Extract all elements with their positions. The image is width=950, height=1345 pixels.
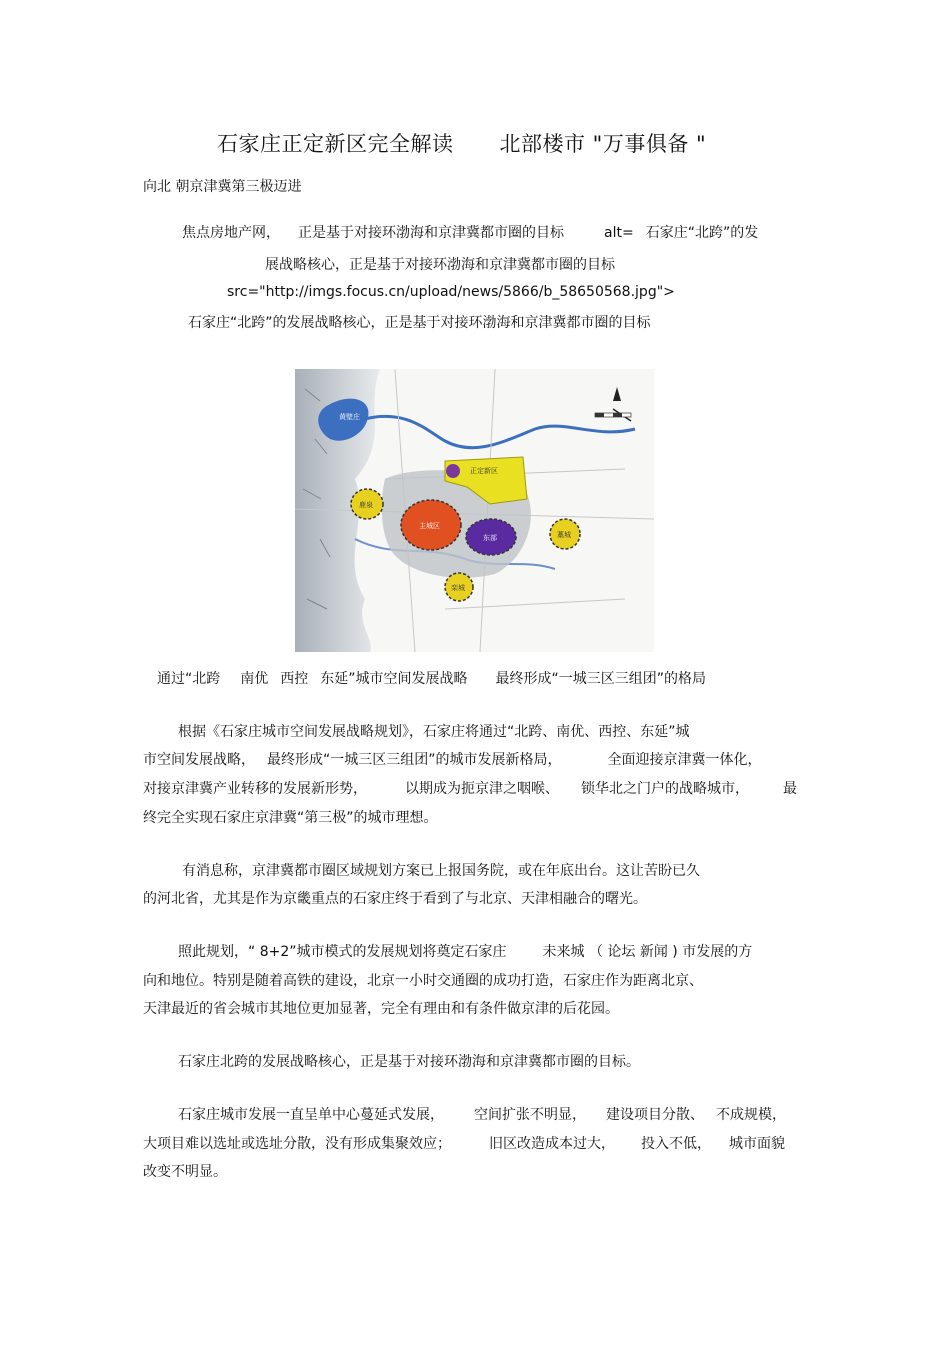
para3-line1 [178, 941, 752, 961]
subtitle: 向北 朝京津冀第三极迈进 [143, 179, 302, 195]
para1-line4: 终完全实现石家庄京津冀“第三极”的城市理想。 [143, 810, 438, 826]
para1-line3 [143, 778, 797, 798]
para-text: 以期成为扼京津之咽喉、 [405, 781, 559, 797]
city-plan-map [295, 369, 654, 652]
map-label-lake: 黄壁庄 [339, 413, 360, 421]
para5-line1 [178, 1104, 786, 1124]
para4-line1: 石家庄北跨的发展战略核心，正是基于对接环渤海和京津冀都市圈的目标。 [178, 1054, 640, 1070]
para5-line2 [143, 1133, 785, 1153]
para5-line3: 改变不明显。 [143, 1164, 227, 1180]
para1-line1: 根据《石家庄城市空间发展战略规划》，石家庄将通过“北跨、南优、西控、东延”城 [178, 724, 690, 740]
para3-line3: 天津最近的省会城市其地位更加显著，完全有理由和有条件做京津的后花园。 [143, 1001, 619, 1017]
caption-part: 通过“北跨 [157, 671, 221, 687]
intro-source: 焦点房地产网， [182, 225, 280, 241]
map-label-south: 栾城 [451, 584, 465, 592]
title-sub: 北部楼市 "万事俱备 " [499, 132, 707, 156]
intro-line-3: src="http://imgs.focus.cn/upload/news/5866/b_58650568.jpg"> [227, 284, 675, 300]
intro-alt: alt= [604, 225, 634, 241]
para2-line1: 有消息称，京津冀都市圈区域规划方案已上报国务院，或在年底出台。这让苦盼已久 [182, 863, 700, 879]
title-main: 石家庄正定新区完全解读 [217, 132, 454, 156]
para-text: 投入不低， [641, 1136, 711, 1152]
map-label-east-center: 东部 [483, 534, 497, 542]
intro-text: 正是基于对接环渤海和京津冀都市圈的目标 [298, 225, 564, 241]
para-text: 照此规划，“ 8+2”城市模式的发展规划将奠定石家庄 [178, 944, 507, 960]
map-label-west: 鹿泉 [359, 501, 373, 509]
para-text: 城市面貌 [729, 1136, 785, 1152]
caption-part: 南优 [240, 671, 269, 687]
caption-part: 最终形成“一城三区三组团”的格局 [495, 671, 707, 687]
para1-line2 [143, 749, 762, 769]
para3-line2: 向和地位。特别是随着高铁的建设，北京一小时交通圈的成功打造，石家庄作为距离北京、 [143, 973, 703, 989]
map-caption [157, 668, 706, 688]
map-label-east: 藁城 [557, 531, 571, 539]
para-text: 锁华北之门户的战略城市， [581, 781, 749, 797]
para-text: 建设项目分散、 [606, 1107, 704, 1123]
para-text: 大项目难以选址或选址分散，没有形成集聚效应； [143, 1136, 451, 1152]
para-text: 市空间发展战略， [143, 752, 255, 768]
intro-line-1 [182, 222, 758, 242]
para-text: 石家庄城市发展一直呈单中心蔓延式发展， [178, 1107, 444, 1123]
intro-alt-text: 石家庄“北跨”的发 [645, 225, 759, 241]
para-text: 对接京津冀产业转移的发展新形势， [143, 781, 367, 797]
para-text: 不成规模， [716, 1107, 786, 1123]
para-text: 最 [783, 781, 797, 797]
intro-line-4: 石家庄“北跨”的发展战略核心，正是基于对接环渤海和京津冀都市圈的目标 [188, 315, 651, 331]
map-label-zone: 正定新区 [470, 467, 498, 475]
caption-part: 西控 [280, 671, 309, 687]
para-text: 空间扩张不明显， [474, 1107, 586, 1123]
map-label-center: 主城区 [419, 522, 440, 530]
para-text: 未来城 （ 论坛 新闻 ) 市发展的方 [542, 944, 753, 960]
para-text: 旧区改造成本过大， [489, 1136, 615, 1152]
para-text: 全面迎接京津冀一体化， [607, 752, 762, 768]
page-title [217, 128, 706, 158]
para2-line2: 的河北省，尤其是作为京畿重点的石家庄终于看到了与北京、天津相融合的曙光。 [143, 891, 647, 907]
intro-line-2: 展战略核心，正是基于对接环渤海和京津冀都市圈的目标 [265, 257, 615, 273]
caption-part: 东延”城市空间发展战略 [320, 671, 468, 687]
para-text: 最终形成“一城三区三组团”的城市发展新格局， [267, 752, 562, 768]
